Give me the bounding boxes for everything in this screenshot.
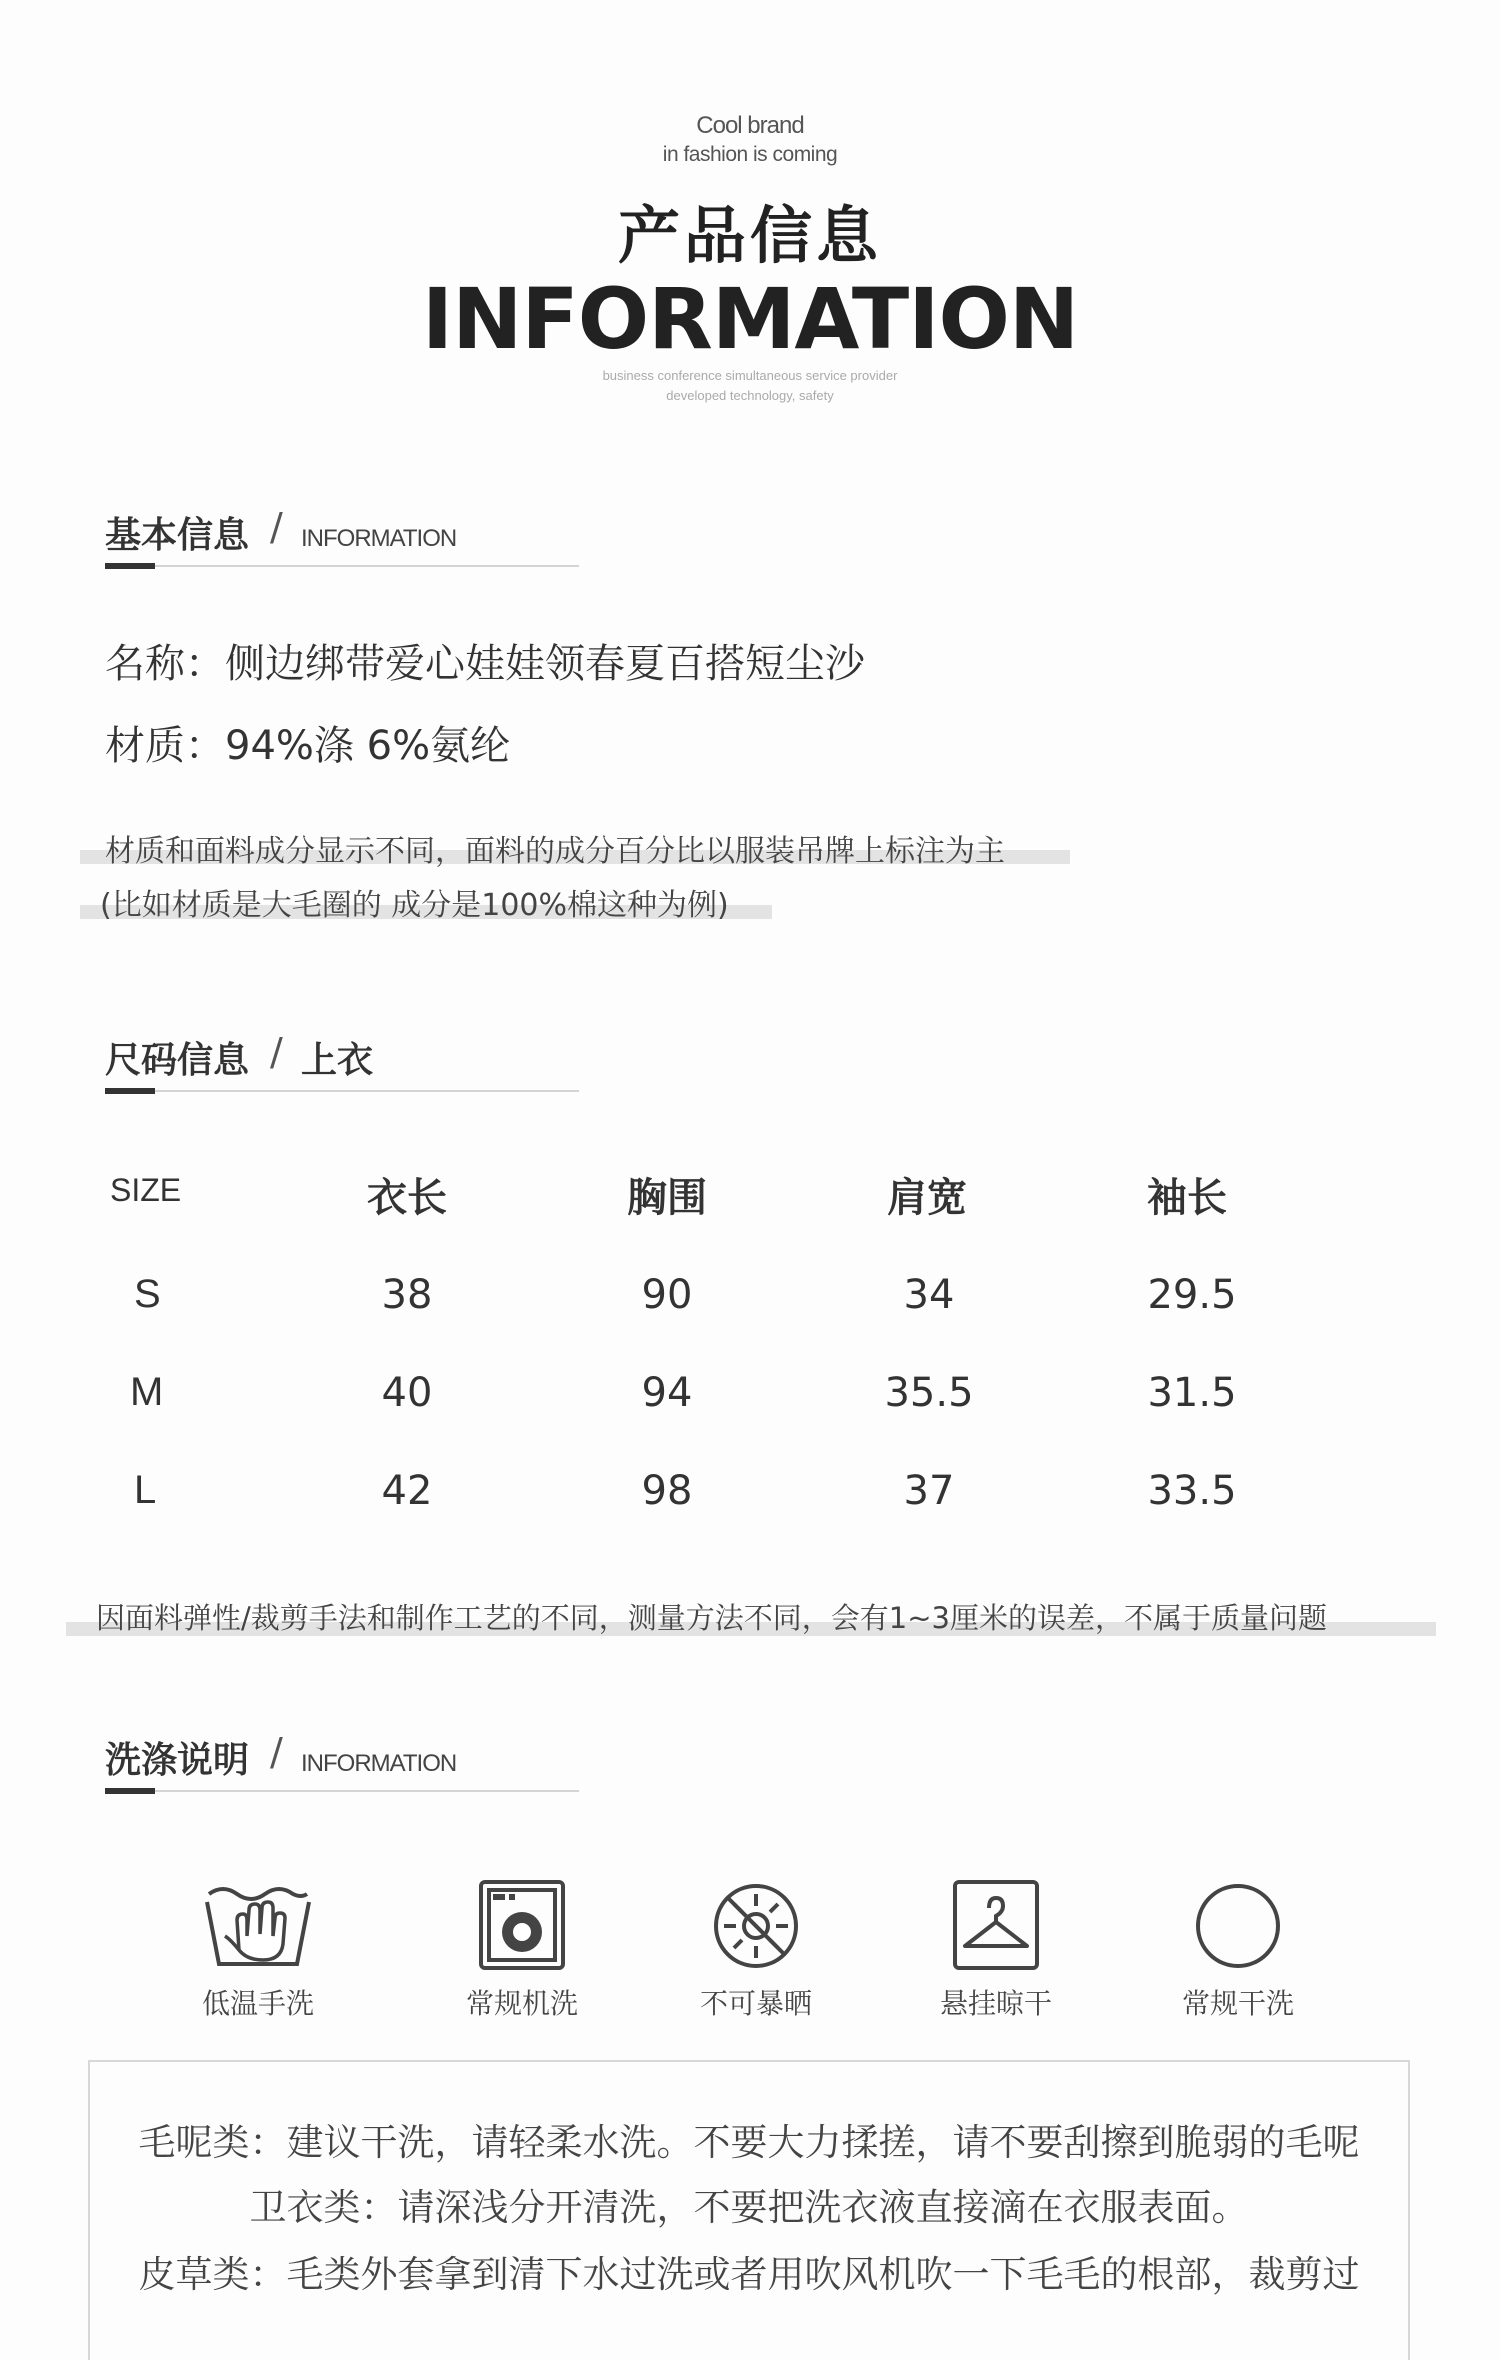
basic-info-heading-cn: 基本信息 — [105, 515, 250, 556]
shoulder-col-header: 肩宽 — [887, 1175, 967, 1221]
table-cell-size: L — [134, 1468, 157, 1512]
size-info-heading — [105, 1030, 579, 1092]
table-cell-size: S — [134, 1272, 161, 1316]
care-line-sweatshirt: 卫衣类：请深浅分开清洗，不要把洗衣液直接滴在衣服表面。 — [249, 2186, 1249, 2229]
table-cell: 42 — [381, 1468, 433, 1514]
table-cell: 29.5 — [1147, 1272, 1237, 1318]
page-title-cn: 产品信息 — [617, 199, 882, 272]
table-cell: 31.5 — [1147, 1370, 1237, 1416]
tagline-fashion: in fashion is coming — [662, 143, 838, 166]
machine-wash-icon — [467, 1880, 577, 1970]
table-cell: 40 — [381, 1370, 433, 1416]
dry-clean-icon — [1183, 1880, 1293, 1970]
heading-slash: / — [270, 1030, 283, 1074]
wash-item-hang-dry — [906, 1880, 1086, 2022]
product-material: 材质：94%涤 6%氨纶 — [105, 723, 511, 769]
tagline-cool-brand: Cool brand — [696, 112, 804, 139]
table-cell: 38 — [381, 1272, 433, 1318]
size-col-header: SIZE — [110, 1172, 182, 1208]
product-name: 名称：侧边绑带爱心娃娃领春夏百搭短尘沙 — [105, 641, 865, 687]
wash-item-dry-clean — [1148, 1880, 1328, 2022]
wash-info-heading — [105, 1730, 579, 1792]
wash-info-heading-cn: 洗涤说明 — [105, 1740, 250, 1781]
wash-info-heading-en: INFORMATION — [301, 1750, 457, 1777]
size-info-heading-cn: 尺码信息 — [105, 1040, 250, 1081]
heading-slash: / — [270, 1730, 283, 1774]
basic-info-heading — [105, 505, 579, 567]
sleeve-col-header: 袖长 — [1147, 1175, 1227, 1221]
heading-accent-bar — [105, 1788, 155, 1794]
table-cell: 94 — [641, 1370, 693, 1416]
no-sun-label: 不可暴晒 — [699, 1987, 812, 2020]
care-line-wool: 毛呢类：建议干洗，请轻柔水洗。不要大力揉搓，请不要刮擦到脆弱的毛呢 — [138, 2121, 1360, 2164]
header-subtitle-2: developed technology, safety — [666, 388, 834, 403]
no-sun-icon — [701, 1880, 811, 1970]
heading-accent-bar — [105, 563, 155, 569]
table-cell-size: M — [130, 1370, 164, 1414]
table-cell: 37 — [903, 1468, 955, 1514]
page-title-en: INFORMATION — [421, 270, 1079, 368]
hand-wash-icon — [203, 1880, 313, 1970]
size-table — [0, 1160, 1500, 1540]
size-note: 因面料弹性/裁剪手法和制作工艺的不同，测量方法不同，会有1~3厘米的误差，不属于质量问题 — [96, 1601, 1327, 1635]
material-note-1: 材质和面料成分显示不同，面料的成分百分比以服装吊牌上标注为主 — [105, 834, 1005, 869]
hang-dry-icon — [941, 1880, 1051, 1970]
table-cell: 33.5 — [1147, 1468, 1237, 1514]
length-col-header: 衣长 — [367, 1175, 447, 1221]
header-subtitle-1: business conference simultaneous service provider — [602, 368, 898, 383]
heading-accent-bar — [105, 1088, 155, 1094]
care-instructions-box — [88, 2060, 1410, 2360]
wash-item-hand — [168, 1880, 348, 2022]
dry-clean-label: 常规干洗 — [1181, 1987, 1294, 2020]
hand-wash-label: 低温手洗 — [201, 1987, 314, 2020]
care-line-fur: 皮草类：毛类外套拿到清下水过洗或者用吹风机吹一下毛毛的根部，裁剪过 — [138, 2253, 1360, 2296]
wash-item-machine — [432, 1880, 612, 2022]
table-cell: 35.5 — [884, 1370, 974, 1416]
table-cell: 34 — [903, 1272, 955, 1318]
chest-col-header: 胸围 — [627, 1175, 707, 1221]
material-note-2: (比如材质是大毛圈的 成分是100%棉这种为例) — [100, 888, 729, 923]
heading-slash: / — [270, 505, 283, 549]
table-cell: 90 — [641, 1272, 693, 1318]
hang-dry-label: 悬挂晾干 — [939, 1987, 1052, 2020]
table-cell: 98 — [641, 1468, 693, 1514]
machine-wash-label: 常规机洗 — [465, 1987, 578, 2020]
size-info-heading-sub: 上衣 — [301, 1040, 374, 1081]
basic-info-heading-en: INFORMATION — [301, 525, 457, 552]
wash-item-no-sun — [666, 1880, 846, 2022]
